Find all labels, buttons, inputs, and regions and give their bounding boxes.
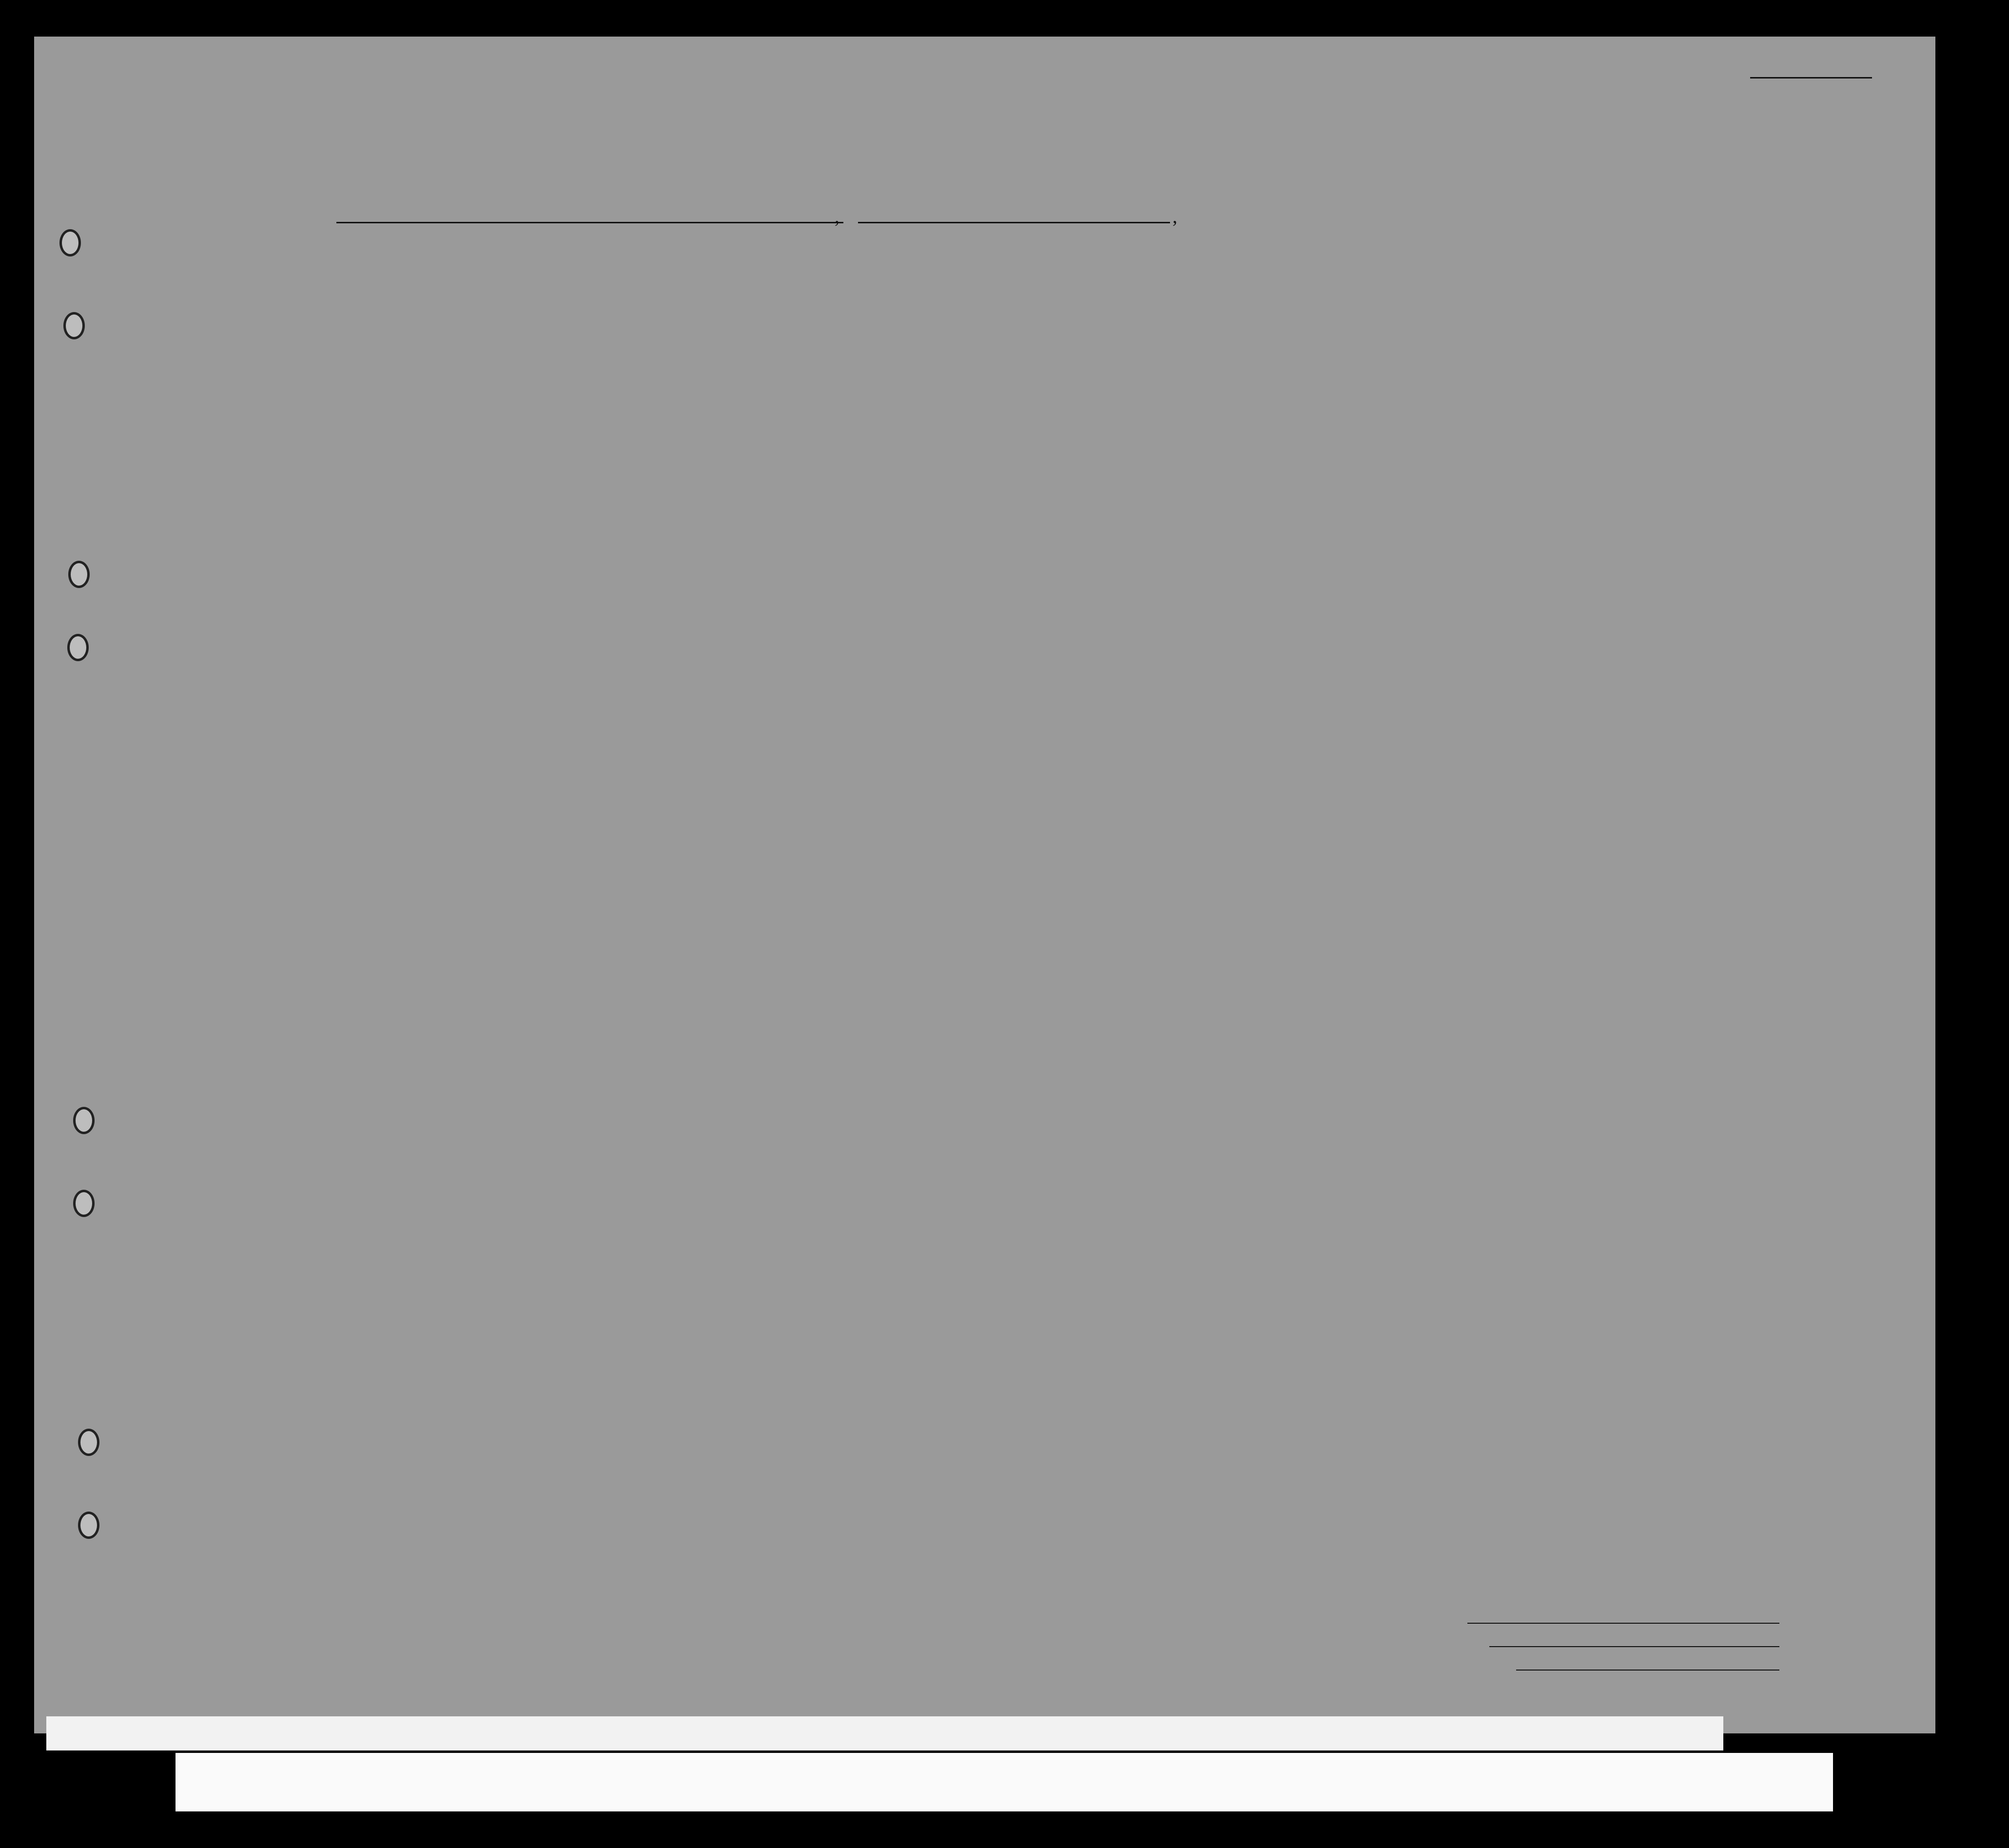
list-number-line: [1750, 77, 1872, 79]
owners-underline: [1489, 1646, 1779, 1647]
port-comma: ,: [835, 205, 839, 227]
date-comma: ,: [1172, 205, 1177, 227]
port-line: [336, 222, 843, 223]
underlying-page: [176, 1753, 1833, 1811]
lower-page-edge: [46, 1716, 1723, 1750]
line-underline: [1467, 1623, 1779, 1624]
agents-underline: [1516, 1670, 1779, 1671]
date-line: [858, 222, 1170, 223]
